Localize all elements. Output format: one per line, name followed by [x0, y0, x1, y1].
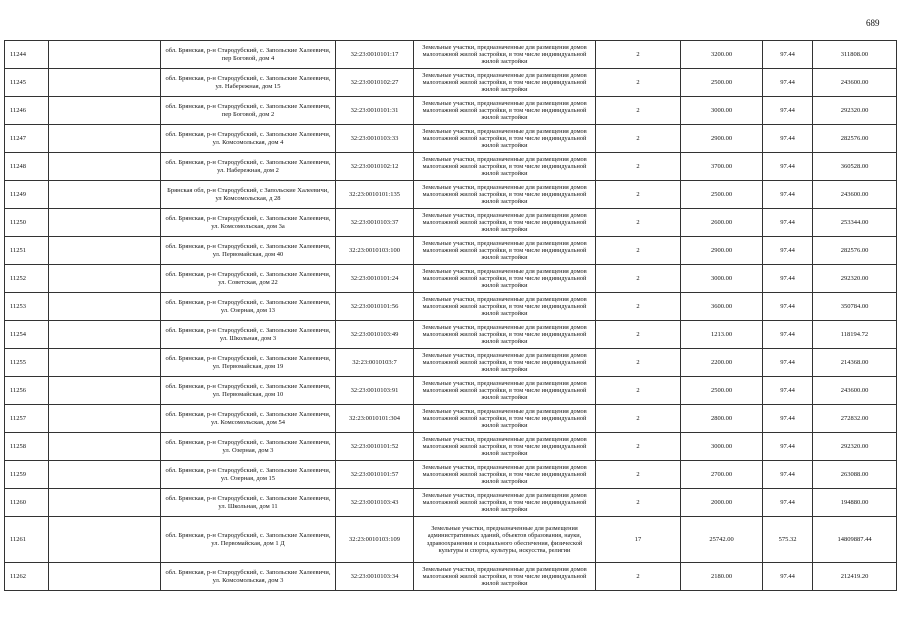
cadastral-value-cell: 253344.00 — [813, 209, 897, 237]
area-cell: 3000.00 — [681, 265, 763, 293]
blank-cell — [49, 97, 161, 125]
blank-cell — [49, 489, 161, 517]
row-number-cell: 11252 — [5, 265, 49, 293]
address-cell: обл. Брянская, р-н Стародубский, с. Запольские Халеевичи, ул. Озерная, дом 13 — [161, 293, 336, 321]
blank-cell — [49, 153, 161, 181]
specific-value-cell: 97.44 — [763, 125, 813, 153]
use-group-cell: 2 — [596, 237, 681, 265]
address-cell: обл. Брянская, р-н Стародубский, с. Запольские Халеевичи, ул. Первомайская, дом 19 — [161, 349, 336, 377]
land-use-cell: Земельные участки, предназначенные для размещения домов малоэтажной жилой застройки, в том числе индивидуальной жилой застройки — [414, 377, 596, 405]
land-use-cell: Земельные участки, предназначенные для размещения домов малоэтажной жилой застройки, в том числе индивидуальной жилой застройки — [414, 125, 596, 153]
blank-cell — [49, 69, 161, 97]
cadastral-number-cell: 32:23:0010103:91 — [336, 377, 414, 405]
address-cell: обл. Брянская, р-н Стародубский, с. Запольские Халеевичи, ул. Советская, дом 22 — [161, 265, 336, 293]
area-cell: 2500.00 — [681, 69, 763, 97]
cadastral-number-cell: 32:23:0010101:17 — [336, 41, 414, 69]
blank-cell — [49, 461, 161, 489]
table-row — [5, 181, 897, 209]
use-group-cell: 2 — [596, 563, 681, 591]
table-row — [5, 153, 897, 181]
table-row — [5, 563, 897, 591]
cadastral-number-cell: 32:23:0010103:43 — [336, 489, 414, 517]
blank-cell — [49, 293, 161, 321]
cadastral-number-cell: 32:23:0010103:100 — [336, 237, 414, 265]
use-group-cell: 2 — [596, 293, 681, 321]
area-cell: 2180.00 — [681, 563, 763, 591]
specific-value-cell: 97.44 — [763, 349, 813, 377]
row-number-cell: 11248 — [5, 153, 49, 181]
row-number-cell: 11244 — [5, 41, 49, 69]
cadastral-number-cell: 32:23:0010103:7 — [336, 349, 414, 377]
table-row — [5, 265, 897, 293]
specific-value-cell: 97.44 — [763, 209, 813, 237]
cadastral-value-cell: 360528.00 — [813, 153, 897, 181]
row-number-cell: 11258 — [5, 433, 49, 461]
address-cell: обл. Брянская, р-н Стародубский, с. Запольские Халеевичи, ул. Первомайская, дом 1 Д — [161, 517, 336, 563]
area-cell: 3700.00 — [681, 153, 763, 181]
use-group-cell: 2 — [596, 125, 681, 153]
specific-value-cell: 97.44 — [763, 265, 813, 293]
table-row — [5, 237, 897, 265]
specific-value-cell: 97.44 — [763, 433, 813, 461]
cadastral-value-cell: 14809887.44 — [813, 517, 897, 563]
cadastral-value-cell: 350784.00 — [813, 293, 897, 321]
land-use-cell: Земельные участки, предназначенные для размещения домов малоэтажной жилой застройки, в том числе индивидуальной жилой застройки — [414, 265, 596, 293]
land-use-cell: Земельные участки, предназначенные для размещения домов малоэтажной жилой застройки, в том числе индивидуальной жилой застройки — [414, 293, 596, 321]
use-group-cell: 2 — [596, 69, 681, 97]
address-cell: обл. Брянская, р-н Стародубский, с. Запольские Халеевичи, пер Боговой, дом 2 — [161, 97, 336, 125]
land-use-cell: Земельные участки, предназначенные для размещения административных зданий, объектов образования, науки, здравоохранения и социального обеспечения, физической культуры и спорта, культуры, искусства, религии — [414, 517, 596, 563]
cadastral-number-cell: 32:23:0010101:56 — [336, 293, 414, 321]
area-cell: 2600.00 — [681, 209, 763, 237]
cadastral-value-cell: 263088.00 — [813, 461, 897, 489]
row-number-cell: 11255 — [5, 349, 49, 377]
row-number-cell: 11257 — [5, 405, 49, 433]
table-row — [5, 321, 897, 349]
land-use-cell: Земельные участки, предназначенные для размещения домов малоэтажной жилой застройки, в том числе индивидуальной жилой застройки — [414, 209, 596, 237]
area-cell: 2900.00 — [681, 125, 763, 153]
cadastral-number-cell: 32:23:0010101:135 — [336, 181, 414, 209]
specific-value-cell: 97.44 — [763, 69, 813, 97]
cadastral-value-cell: 292320.00 — [813, 265, 897, 293]
blank-cell — [49, 181, 161, 209]
address-cell: обл. Брянская, р-н Стародубский, с. Запольские Халеевичи, ул. Школьная, дом 11 — [161, 489, 336, 517]
address-cell: обл. Брянская, р-н Стародубский, с. Запольские Халеевичи, пер Боговой, дом 4 — [161, 41, 336, 69]
address-cell: Брянская обл, р-н Стародубский, с Запольские Халеевичи, ул Комсомольская, д 28 — [161, 181, 336, 209]
specific-value-cell: 575.32 — [763, 517, 813, 563]
page-number: 689 — [866, 18, 880, 28]
area-cell: 2200.00 — [681, 349, 763, 377]
table-row — [5, 125, 897, 153]
land-use-cell: Земельные участки, предназначенные для размещения домов малоэтажной жилой застройки, в том числе индивидуальной жилой застройки — [414, 181, 596, 209]
specific-value-cell: 97.44 — [763, 237, 813, 265]
table-row — [5, 433, 897, 461]
use-group-cell: 2 — [596, 433, 681, 461]
address-cell: обл. Брянская, р-н Стародубский, с. Запольские Халеевичи, ул. Комсомольская, дом 54 — [161, 405, 336, 433]
blank-cell — [49, 265, 161, 293]
specific-value-cell: 97.44 — [763, 41, 813, 69]
cadastral-number-cell: 32:23:0010103:34 — [336, 563, 414, 591]
use-group-cell: 2 — [596, 349, 681, 377]
cadastral-value-cell: 292320.00 — [813, 433, 897, 461]
blank-cell — [49, 41, 161, 69]
table-row — [5, 489, 897, 517]
cadastral-value-cell: 212419.20 — [813, 563, 897, 591]
land-use-cell: Земельные участки, предназначенные для размещения домов малоэтажной жилой застройки, в том числе индивидуальной жилой застройки — [414, 349, 596, 377]
land-use-cell: Земельные участки, предназначенные для размещения домов малоэтажной жилой застройки, в том числе индивидуальной жилой застройки — [414, 405, 596, 433]
area-cell: 2900.00 — [681, 237, 763, 265]
address-cell: обл. Брянская, р-н Стародубский, с. Запольские Халеевичи, ул. Школьная, дом 3 — [161, 321, 336, 349]
cadastral-value-cell: 311808.00 — [813, 41, 897, 69]
specific-value-cell: 97.44 — [763, 97, 813, 125]
cadastral-number-cell: 32:23:0010103:109 — [336, 517, 414, 563]
area-cell: 2700.00 — [681, 461, 763, 489]
area-cell: 3000.00 — [681, 433, 763, 461]
cadastral-value-cell: 243600.00 — [813, 181, 897, 209]
cadastral-value-cell: 214368.00 — [813, 349, 897, 377]
blank-cell — [49, 517, 161, 563]
cadastral-value-cell: 243600.00 — [813, 377, 897, 405]
blank-cell — [49, 237, 161, 265]
land-use-cell: Земельные участки, предназначенные для размещения домов малоэтажной жилой застройки, в том числе индивидуальной жилой застройки — [414, 489, 596, 517]
use-group-cell: 2 — [596, 321, 681, 349]
use-group-cell: 2 — [596, 265, 681, 293]
land-use-cell: Земельные участки, предназначенные для размещения домов малоэтажной жилой застройки, в том числе индивидуальной жилой застройки — [414, 41, 596, 69]
row-number-cell: 11256 — [5, 377, 49, 405]
land-use-cell: Земельные участки, предназначенные для размещения домов малоэтажной жилой застройки, в том числе индивидуальной жилой застройки — [414, 153, 596, 181]
address-cell: обл. Брянская, р-н Стародубский, с. Запольские Халеевичи, ул. Набережная, дом 15 — [161, 69, 336, 97]
specific-value-cell: 97.44 — [763, 293, 813, 321]
table-row — [5, 209, 897, 237]
table-row — [5, 377, 897, 405]
address-cell: обл. Брянская, р-н Стародубский, с. Запольские Халеевичи, ул. Комсомольская, дом 3 — [161, 563, 336, 591]
specific-value-cell: 97.44 — [763, 489, 813, 517]
address-cell: обл. Брянская, р-н Стародубский, с. Запольские Халеевичи, ул. Комсомольская, дом 3а — [161, 209, 336, 237]
cadastral-value-cell: 118194.72 — [813, 321, 897, 349]
row-number-cell: 11245 — [5, 69, 49, 97]
specific-value-cell: 97.44 — [763, 321, 813, 349]
cadastral-number-cell: 32:23:0010101:304 — [336, 405, 414, 433]
row-number-cell: 11250 — [5, 209, 49, 237]
cadastral-number-cell: 32:23:0010101:52 — [336, 433, 414, 461]
blank-cell — [49, 209, 161, 237]
row-number-cell: 11251 — [5, 237, 49, 265]
cadastral-value-cell: 292320.00 — [813, 97, 897, 125]
area-cell: 2500.00 — [681, 181, 763, 209]
row-number-cell: 11260 — [5, 489, 49, 517]
blank-cell — [49, 349, 161, 377]
address-cell: обл. Брянская, р-н Стародубский, с. Запольские Халеевичи, ул. Набережная, дом 2 — [161, 153, 336, 181]
row-number-cell: 11249 — [5, 181, 49, 209]
blank-cell — [49, 321, 161, 349]
cadastral-number-cell: 32:23:0010101:24 — [336, 265, 414, 293]
use-group-cell: 2 — [596, 489, 681, 517]
table-row — [5, 349, 897, 377]
use-group-cell: 2 — [596, 209, 681, 237]
cadastral-number-cell: 32:23:0010103:49 — [336, 321, 414, 349]
row-number-cell: 11253 — [5, 293, 49, 321]
land-use-cell: Земельные участки, предназначенные для размещения домов малоэтажной жилой застройки, в том числе индивидуальной жилой застройки — [414, 461, 596, 489]
table-row — [5, 97, 897, 125]
cadastral-number-cell: 32:23:0010102:27 — [336, 69, 414, 97]
specific-value-cell: 97.44 — [763, 461, 813, 489]
cadastral-number-cell: 32:23:0010101:31 — [336, 97, 414, 125]
cadastral-number-cell: 32:23:0010103:33 — [336, 125, 414, 153]
area-cell: 2800.00 — [681, 405, 763, 433]
area-cell: 3200.00 — [681, 41, 763, 69]
use-group-cell: 17 — [596, 517, 681, 563]
specific-value-cell: 97.44 — [763, 405, 813, 433]
cadastral-number-cell: 32:23:0010103:37 — [336, 209, 414, 237]
cadastral-value-cell: 272832.00 — [813, 405, 897, 433]
cadastral-value-cell: 243600.00 — [813, 69, 897, 97]
area-cell: 1213.00 — [681, 321, 763, 349]
address-cell: обл. Брянская, р-н Стародубский, с. Запольские Халеевичи, ул. Озерная, дом 3 — [161, 433, 336, 461]
blank-cell — [49, 125, 161, 153]
blank-cell — [49, 377, 161, 405]
use-group-cell: 2 — [596, 405, 681, 433]
land-use-cell: Земельные участки, предназначенные для размещения домов малоэтажной жилой застройки, в том числе индивидуальной жилой застройки — [414, 563, 596, 591]
blank-cell — [49, 563, 161, 591]
table-row — [5, 41, 897, 69]
blank-cell — [49, 405, 161, 433]
area-cell: 2500.00 — [681, 377, 763, 405]
table-row — [5, 293, 897, 321]
row-number-cell: 11261 — [5, 517, 49, 563]
row-number-cell: 11254 — [5, 321, 49, 349]
row-number-cell: 11247 — [5, 125, 49, 153]
specific-value-cell: 97.44 — [763, 181, 813, 209]
use-group-cell: 2 — [596, 461, 681, 489]
area-cell: 2000.00 — [681, 489, 763, 517]
cadastral-number-cell: 32:23:0010101:57 — [336, 461, 414, 489]
cadastral-value-table — [4, 40, 897, 591]
blank-cell — [49, 433, 161, 461]
cadastral-value-cell: 282576.00 — [813, 237, 897, 265]
row-number-cell: 11262 — [5, 563, 49, 591]
land-use-cell: Земельные участки, предназначенные для размещения домов малоэтажной жилой застройки, в том числе индивидуальной жилой застройки — [414, 321, 596, 349]
address-cell: обл. Брянская, р-н Стародубский, с. Запольские Халеевичи, ул. Первомайская, дом 40 — [161, 237, 336, 265]
land-use-cell: Земельные участки, предназначенные для размещения домов малоэтажной жилой застройки, в том числе индивидуальной жилой застройки — [414, 97, 596, 125]
cadastral-value-cell: 194880.00 — [813, 489, 897, 517]
use-group-cell: 2 — [596, 153, 681, 181]
address-cell: обл. Брянская, р-н Стародубский, с. Запольские Халеевичи, ул. Озерная, дом 15 — [161, 461, 336, 489]
table-body — [5, 41, 897, 591]
use-group-cell: 2 — [596, 41, 681, 69]
table-row — [5, 69, 897, 97]
address-cell: обл. Брянская, р-н Стародубский, с. Запольские Халеевичи, ул. Первомайская, дом 10 — [161, 377, 336, 405]
use-group-cell: 2 — [596, 181, 681, 209]
land-use-cell: Земельные участки, предназначенные для размещения домов малоэтажной жилой застройки, в том числе индивидуальной жилой застройки — [414, 237, 596, 265]
use-group-cell: 2 — [596, 377, 681, 405]
cadastral-value-cell: 282576.00 — [813, 125, 897, 153]
row-number-cell: 11259 — [5, 461, 49, 489]
specific-value-cell: 97.44 — [763, 377, 813, 405]
row-number-cell: 11246 — [5, 97, 49, 125]
area-cell: 25742.00 — [681, 517, 763, 563]
area-cell: 3000.00 — [681, 97, 763, 125]
table-row — [5, 517, 897, 563]
area-cell: 3600.00 — [681, 293, 763, 321]
address-cell: обл. Брянская, р-н Стародубский, с. Запольские Халеевичи, ул. Комсомольская, дом 4 — [161, 125, 336, 153]
land-use-cell: Земельные участки, предназначенные для размещения домов малоэтажной жилой застройки, в том числе индивидуальной жилой застройки — [414, 69, 596, 97]
specific-value-cell: 97.44 — [763, 563, 813, 591]
table-row — [5, 405, 897, 433]
cadastral-number-cell: 32:23:0010102:12 — [336, 153, 414, 181]
specific-value-cell: 97.44 — [763, 153, 813, 181]
table-row — [5, 461, 897, 489]
land-use-cell: Земельные участки, предназначенные для размещения домов малоэтажной жилой застройки, в том числе индивидуальной жилой застройки — [414, 433, 596, 461]
use-group-cell: 2 — [596, 97, 681, 125]
